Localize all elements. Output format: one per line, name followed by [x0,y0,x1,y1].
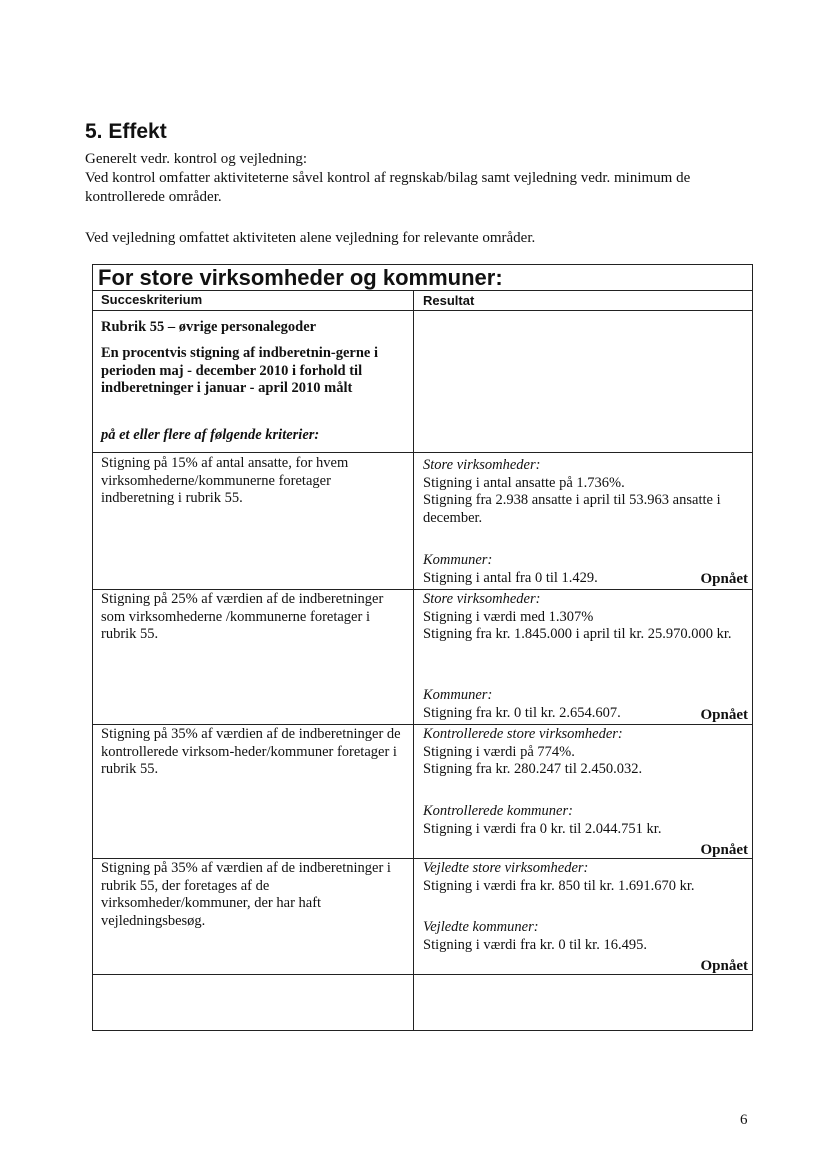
criterion-3: Stigning på 35% af værdien af de indberetninger de kontrollerede virksom-heder/kommuner foretager i rubrik 55. [101,726,401,777]
result-1-line: Stigning fra 2.938 ansatte i april til 53.963 ansatte i december. [423,492,721,526]
section-heading: 5. Effekt [85,120,167,143]
result-3-line: Stigning fra kr. 280.247 til 2.450.032. [423,761,643,777]
result-4-group1-label: Vejledte store virksomheder: [423,860,589,876]
status-badge: Opnået [700,842,748,858]
divider [93,589,752,590]
result-2-group2-label: Kommuner: [423,687,493,703]
result-4-group2-label: Vejledte kommuner: [423,919,539,935]
result-3-municipal [423,803,748,838]
result-2-municipal [423,687,748,722]
criterion-2: Stigning på 25% af værdien af de indberetninger som virksomhederne /kommunerne foretager i rubrik 55. [101,591,384,642]
paragraph-control: Ved kontrol omfatter aktiviteterne såvel kontrol af regnskab/bilag samt vejledning vedr. minimum de kontrollerede områder. [85,170,691,205]
criterion-1: Stigning på 15% af antal ansatte, for hvem virksomhederne/kommunerne foretager indberetning i rubrik 55. [101,455,349,506]
result-2-line: Stigning fra kr. 1.845.000 i april til kr. 25.970.000 kr. [423,626,732,642]
divider [93,858,752,859]
result-2-line: Stigning i værdi med 1.307% [423,608,594,625]
table-title: For store virksomheder og kommuner: [98,265,503,290]
result-1-municipal [423,552,748,587]
page-number: 6 [740,1112,748,1128]
paragraph-guidance: Ved vejledning omfattet aktiviteten alene vejledning for relevante områder. [85,230,536,246]
status-badge: Opnået [700,571,748,587]
column-header-criterion: Succeskriterium [101,292,203,307]
result-4-municipal [423,919,748,954]
status-badge: Opnået [700,707,748,723]
divider [93,724,752,725]
paragraph-intro: Generelt vedr. kontrol og vejledning: [85,151,308,167]
result-3-group1-label: Kontrollerede store virksomheder: [423,726,623,742]
result-1 [423,457,748,527]
result-2-group1-label: Store virksomheder: [423,591,541,607]
divider [93,974,752,975]
criteria-table [92,264,753,1031]
divider [93,452,752,453]
result-1-line: Stigning i antal ansatte på 1.736%. [423,474,625,491]
result-2 [423,591,748,644]
result-4-line: Stigning i værdi fra kr. 0 til kr. 16.495. [423,936,647,953]
divider [93,290,752,291]
column-divider [413,291,414,1030]
result-1-group1-label: Store virksomheder: [423,457,541,473]
divider [93,310,752,311]
intro-title: Rubrik 55 – øvrige personalegoder [101,319,317,335]
result-1-line: Stigning i antal fra 0 til 1.429. [423,569,598,586]
intro-criteria-label: på et eller flere af følgende kriterier: [101,427,320,443]
intro-text: En procentvis stigning af indberetnin-gerne i perioden maj - december 2010 i forhold til indberetninger i januar - april 2010 målt [101,345,379,396]
status-badge: Opnået [700,958,748,974]
criterion-4: Stigning på 35% af værdien af de indberetninger i rubrik 55, der foretages af de virksomheder/kommuner, der har haft vejledningsbesøg. [101,860,391,929]
result-4 [423,860,748,895]
result-3-group2-label: Kontrollerede kommuner: [423,803,573,819]
result-4-line: Stigning i værdi fra kr. 850 til kr. 1.691.670 kr. [423,877,695,894]
result-3-line: Stigning i værdi på 774%. [423,743,575,760]
result-3-line: Stigning i værdi fra 0 kr. til 2.044.751 kr. [423,820,662,837]
result-2-line: Stigning fra kr. 0 til kr. 2.654.607. [423,704,621,721]
result-3 [423,726,748,779]
column-header-result: Resultat [423,293,475,308]
result-1-group2-label: Kommuner: [423,552,493,568]
